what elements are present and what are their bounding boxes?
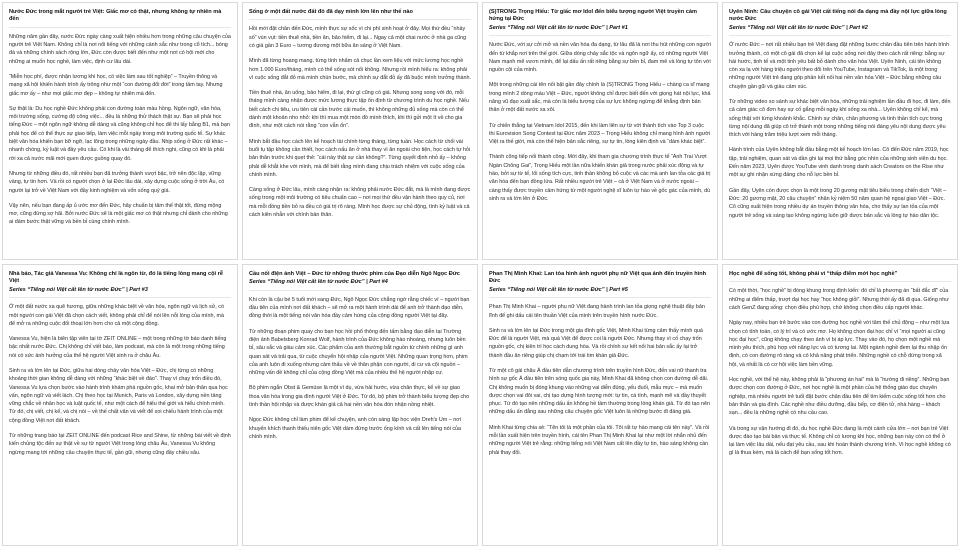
paragraph: Ở một đất nước xa quê hương, giữa những khác biệt về văn hóa, ngôn ngữ và lịch sử, có một người con gái Việt đã chọn cách viết, không phải chỉ để nói lên nỗi lòng của mình, mà để mở ra những cuộc đối thoại lớn hơn cho cả một cộng đồng.	[9, 304, 225, 327]
paragraph: Nhưng từ những điều đó, rất nhiều bạn đã trưởng thành vượt bậc, trở nên độc lập, vững vàng, tự tin hơn. Và rồi có người chọn ở lại Đức lâu dài, xây dựng cuộc sống ở trời Âu, có người lại trở về Việt Nam với đầy kinh nghiệm và vốn sống quý giá.	[9, 170, 225, 194]
paragraph: Học nghề, với thế hệ này, không phải là “phương án hai” mà là “hướng đi riêng”. Những bạn được chọn con đường ở Đức, nơi học nghề là một phần của hệ thống giáo dục chuyên nghiệp, mà nhiều người trẻ tuổi đặt bước chân đầu tiên để tìm kiếm cuộc sống tốt hơn cho bản thân và gia đình. Các nghề như điều dưỡng, đầu bếp, cơ điện tử, nhà hàng – khách sạn... đều là những nghề có nhu cầu cao.	[729, 377, 950, 417]
paragraph: Tiền thuê nhà, ăn uống, bảo hiểm, đi lại, thứ gì cũng có giá. Nhưng song song với đó, mỗi tháng mình càng nhận được mức lương thực tập ổn định từ chương trình du học nghề. Nếu biết cách chi tiêu, ưu tiên cái cần trước cái muốn, thì không những đủ sống mà còn có thể dành một khoản nho nhỏ: khi thì mua một món đồ mình thích, khi thì gửi một ít về cho gia đình, như một cách nói rằng “con vẫn ổn”.	[249, 90, 469, 130]
paragraph: Khi còn là cậu bé 5 tuổi mới sang Đức, Ngô Ngọc Đức chẳng ngờ rằng chiếc ví – người bạn đầu tiên của mình nơi đất khách – sẽ mở ra một hành trình dài để anh trở thành đạo diễn, đồng thời là một tiếng nói văn hóa đầy cảm hứng của cộng đồng người Việt tại đây.	[249, 296, 470, 320]
divider	[729, 35, 951, 36]
divider	[9, 297, 231, 298]
paragraph: Một trong những cái tên nổi bật gần đây chính là (S)TRONG Trọng Hiếu – chàng ca sĩ mang trong mình 2 dòng máu Việt – Đức, người không chỉ được biết đến với giọng hát nội lực, khả năng vũ đạo xuất sắc, mà còn là biểu tượng của sự lực không ngừng để khẳng định bản thân ở một đất nước xa xôi.	[489, 82, 711, 114]
paragraph: Ngọc Đức không chỉ làm phim để kể chuyện, anh còn sáng lập học viện Dreh's Um – nơi khuyến khích thanh thiếu niên gốc Việt dám đứng trước ống kính và cất lên tiếng nói của chính mình.	[249, 417, 462, 440]
divider	[9, 27, 231, 28]
divider	[249, 19, 471, 20]
paragraph: Hồi mới đặt chân đến Đức, mình thực sự sốc vì chi phí sinh hoạt ở đây. Mọi thứ đều “nhảy số” vùn vụt: tiền thuê nhà, tiền ăn, bảo hiểm, đi lại... Ngay cả một chai nước ở nhà ga cũng có giá gần 3 Euro – tương đương một bữa ăn sáng ở Việt Nam.	[249, 26, 467, 49]
paragraph: Mình bắt đầu học cách lên kế hoạch tài chính từng tháng, từng tuần. Học cách từ chối vài buổi tụ tập không cần thiết, học cách nấu ăn ở nhà thay vì ăn ngoài cho tiện, học cách tự hỏi bản thân trước khi quẹt thẻ: “cái này thật sự cần không?”. Từng quyết định nhỏ ấy – không phải dễ khắt khe với mình, mà để biết rằng mình đang chịu trách nhiệm với cuộc sống của chính mình.	[249, 138, 471, 178]
paragraph: Mình đã từng hoang mang, từng tính nhẩm cả chục lần xem liệu với mức lương học nghề hơn 1.000 Euro/tháng, mình có thể sống sót nổi không. Nhưng rồi mình hiểu ra: không phải vì cuộc sống đắt đỏ mà mình chùn bước, mà chính sự đắt đỏ ấy đã buộc mình trưởng thành.	[249, 58, 471, 81]
article-title: Học nghề để sống tốt, không phải vì “thấp điểm mới học nghề”	[729, 271, 898, 277]
paragraph: Nước Đức, với sự cởi mở và nền văn hóa đa dạng, từ lâu đã là nơi thu hút những con người đến từ khắp nơi trên thế giới. Giữa dòng chảy sắc tộc và ngôn ngữ ấy, có những người Việt Nam mạnh mẽ vươn mình, để lại dấu ấn rất riêng bằng sự bền bỉ, đam mê và lòng tự tôn với nguồn cội của mình.	[489, 42, 711, 74]
article-title: Cầu nối điện ảnh Việt – Đức từ những thước phim của Đạo diễn Ngô Ngọc Đức	[249, 271, 460, 277]
article-card[interactable]	[722, 264, 958, 546]
paragraph: Từ một cô gái châu Á đầu tiên dẫn chương trình trên truyền hình Đức, đến vai nữ thanh tra hình sự gốc Á đầu tiên trên sóng quốc gia này, Minh Khai đã không chọn con đường dễ dãi. Chị không muốn bị đóng khung vào những vai diễn đúng, yếu đuối, mẫu mực – mà muốn được chọn vai đôi vai, chị tạo dựng hình tượng mới: tự tin, cá tính, mạnh mẽ và đầy thuyết phục. Từ đó tạo nên những dấu ấn không hề tầm thường trong lòng khán giả. Từ đó tạo nên những dấu ấn đằng sau những câu chuyện gốc Việt luôn là những bước đi đáng giá.	[489, 368, 710, 416]
series-label: Series “Tiếng nói Việt cất lên từ nước Đức” | Part #2	[729, 24, 868, 31]
paragraph: Sự thật là: Du học nghề Đức không phải con đường toàn màu hồng. Ngôn ngữ, văn hóa, môi trường sống, cường độ công việc... đều là những thử thách thật sự. Bạn sẽ phải học tiếng Đức – một ngôn ngữ không dễ dàng và cũng không chỉ học để thi lấy bằng B1, mà bạn phải học để có thể thực sự giao tiếp, làm việc mỗi ngày trong môi trường quốc tế. Sự khác biệt văn hóa khiến bạn bỡ ngỡ, lạc lõng trong những ngày đầu. Nhịp sống ở Đức rất khác – nhanh chóng, kỷ luật và đầy yêu cầu. Có khi là vài tháng để thích nghi, cũng có khi là phải rời xa cả nước mãi mới quen được guồng quay đó.	[9, 105, 230, 162]
article-title: Sống ở một đất nước đất đỏ đã dạy mình lớn lên như thế nào	[249, 9, 413, 15]
article-card[interactable]	[242, 2, 478, 260]
paragraph: Phan Thị Minh Khai – người phụ nữ Việt đang hành trình lan tỏa giọng nghệ thuật đầy bản lĩnh để ghi dấu cái tên thuần Việt của mình trên truyền hình nước Đức.	[489, 304, 705, 319]
article-card[interactable]	[722, 2, 958, 260]
paragraph: Vậy nên, nếu bạn đang ấp ủ ước mơ đến Đức, hãy chuẩn bị tâm thế thật tốt, đừng mộng mơ, cũng đừng sợ hãi. Bởi nước Đức sẽ là một giấc mơ có thật nhưng chỉ dành cho những ai dám bước thật vững và bền bỉ cùng chính mình.	[9, 202, 228, 226]
paragraph: Ở nước Đức – nơi rất nhiều bạn trẻ Việt đang đặt những bước chân đầu tiên trên hành trình trưởng thành, có một cô gái đã chọn kể lại cuộc sống nơi đây theo cách rất riêng: bằng sự hài hước, tinh tế và một tinh yêu bất bỏ dành cho văn hóa Việt. Uyên Ninh, cái tên không còn xa lạ với hàng triệu người theo dõi trên YouTube, Instagram và TikTok, là một trong những người Việt trẻ đang góp phần kết nối hai nền văn hóa Việt – Đức bằng những câu chuyện gần gũi và giàu cảm xúc.	[729, 42, 950, 90]
paragraph: Từ chiến thắng tại Vietnam Idol 2015, đến khi làm liên sự từ với thành tích vào Top 3 cuộc thi Eurovision Song Contest tại Đức năm 2023 – Trọng Hiếu không chỉ mang hình ảnh người Việt ra thế giới, mà còn thể hiện bản sắc riêng, sự tự tin, lòng kiên định và “dám khác biệt”.	[489, 122, 711, 146]
paragraph: Có một thời, “học nghề” bị đóng khung trong định kiến: đó chỉ là phương án “bất đắc dĩ” của những ai điểm thấp, trượt đại học hay “học không giỏi”. Nhưng thời ấy đã đi qua. Giống như cách GenZ đang sống: chọn điều phù hợp, chứ không chọn điều cấp người khác.	[729, 288, 949, 311]
article-title: (S)TRONG Trọng Hiếu: Từ giấc mơ Idol đến biểu tượng người Việt truyền cảm hứng tại Đức	[489, 9, 697, 23]
article-title: Phan Thị Minh Khai: Lan tỏa hình ảnh người phụ nữ Việt qua ảnh đến truyền hình Đức	[489, 271, 707, 285]
paragraph: Vanessa Vu, hiện là biên tập viên tại tờ ZEIT ONLINE – một trong những tờ báo danh tiếng bậc nhất nước Đức. Chị không chỉ viết báo, làm podcast, mà còn là một trong những tiếng nói có sức ảnh hưởng của thế hệ người Việt sinh ra ở châu Âu.	[9, 336, 227, 359]
article-title: Nhà báo, Tác giả Vanessa Vu: Không chỉ là ngôn từ, đó là tiếng lòng mang cội rễ Việt	[9, 271, 223, 285]
article-card[interactable]	[2, 264, 238, 546]
series-label: Series “Tiếng nói Việt cất lên từ nước Đức” | Part #1	[489, 24, 628, 31]
series-label: Series “Tiếng nói Việt cất lên từ nước Đức” | Part #5	[489, 286, 628, 293]
paragraph: Sinh ra và lớn lên tại Đức, giữa hai dòng chảy văn hóa Việt – Đức, chị từng có những khoảng thời gian không dễ dàng với những “khác biệt về đáo”. Thay vì chạy trốn điều đó, Vanessa Vu lựa chọn bước vào hành trình khám phá nguồn gốc, khai mở bản thân qua học vấn, ngôn ngữ và viết lách. Chị theo học tại Munich, Paris và London, xây dựng nền tảng vững chắc về nhân học và luật quốc tế, như một cách để hiểu thế giới và hiểu chính mình. Từ đó, chị viết, chị kể, và chị nói – về thế chất văn và viết để xoi chiếu hành trình của một cộng đồng Việt nơi đất khách.	[9, 368, 228, 424]
paragraph: Từ những trang báo tại ZEIT ONLINE đến podcast Rice and Shine, từ những bài viết về định kiến chủng tộc đến sự thật về sự từ người Việt trong lòng châu Âu, Vanessa Vu không ngừng mang tới những câu chuyện thực tế, gần gũi, nhưng cũng đầy chiều sâu.	[9, 433, 231, 456]
paragraph: Ngày nay, nhiều bạn trẻ bước vào con đường học nghề với tâm thế chủ động – như một lựa chọn có tính toán, có lý trí và có ước mơ. Họ không chọn đại học chỉ vì “mọi người ai cũng học đại học”, cũng không chạy theo ảnh vì bị áp lực. Thay vào đó, họ chọn một nghề mà mình yêu thích, phù hợp với năng lực và có tương lai. Một ngành nghề đem lại thu nhập ổn định, có con đường rõ ràng và có khả năng phát triển. Những nghề có chỗ đứng trong xã hội, và nhất là có cơ hội việc làm bền vững.	[729, 320, 950, 368]
article-card[interactable]	[2, 2, 238, 260]
paragraph: Những năm gần đây, nước Đức ngày càng xuất hiện nhiều hơn trong những câu chuyện của người trẻ Việt Nam. Không chỉ là nơi nổi tiếng với những cánh sắc như trong cổ tích... bóng đá và những chính sách rộng lớn, Đức còn được biết đến như một nơi có hội mới cho những ai muốn học nghề, làm việc, định cư lâu dài.	[9, 33, 231, 65]
paragraph: “Miễn học phí, được nhận lương khi học, có việc làm sau tốt nghiệp” – Truyền thông và mạng xã hội khiến hành trình ấy trông như một “con đường đổi đời” trong tầm tay. Nhưng giấc mơ ấy – như mọi giấc mơ đẹp – không tự nhiên mà đến.	[9, 74, 223, 97]
article-title: Nước Đức trong mắt người trẻ Việt: Giấc mơ có thật, nhưng không tự nhiên mà đến	[9, 9, 222, 23]
paragraph: Bộ phim ngắn Obst & Gemüse là một ví dụ, vừa hài hước, vừa chân thực, kể về sự giao thoa văn hóa trong gia đình người Việt ở Đức. Từ đó, bộ phim trở thành biểu tượng đẹp cho tình thần hội nhập và được khán giả cả hai nền văn hóa đón nhận nồng nhiệt.	[249, 385, 470, 409]
paragraph: Hành trình của Uyên không bắt đầu bằng một kế hoạch lớn lao. Cô đến Đức năm 2019, học tập, trải nghiệm, quan sát và dần ghi lại mọi thứ bằng góc nhìn của những sinh viên du học. Đến năm 2023, Uyên được YouTube vinh danh trong danh sách Creators on the Rise như một sự ghi nhận xứng đáng cho nỗ lực bền bỉ.	[729, 147, 949, 179]
paragraph: Càng sống ở Đức lâu, mình càng nhận ra: không phải nước Đức đắt, mà là mình đang được sống trong một môi trường có tiêu chuẩn cao – nơi mọi thứ đều vận hành theo quy củ, nơi mà mỗi đồng tiền bỏ ra đều có giá trị rõ ràng. Mình học được sự chủ động, tính kỷ luật và cả cách kiên nhẫn với chính bản thân.	[249, 187, 471, 219]
paragraph: Thành công tiếp nối thành công. Mới đây, khi tham gia chương trình thực tế “Anh Trai Vượt Ngàn Chông Gai”, Trọng Hiếu một lần nữa khiến khán giả trong nước phải xúc động và tự hào, bởi sự từ tế, lối sống tích cực, tinh thần không bỏ cuộc và các mà anh lan tỏa các giá trị văn hóa đến bạn đồng lứa. Rất nhiều người trẻ Việt – cả ở Việt Nam và ở nước ngoài – càng thấy được truyền cảm hứng từ một người nghệ sĩ luôn tự hào về gốc gác của mình, dù sinh ra và lớn lên ở Đức.	[489, 154, 711, 202]
paragraph: Minh Khai từng chia sẻ: “Tên tôi là một phần của tôi. Tôi rất tự hào mang cái tên này”. Và rồi mỗi lần xuất hiện trên truyền hình, cái tên Phan Thị Minh Khai lại như một lời nhắn nhủ đến những người Việt trẻ rằng: những tiếng nói Việt Nam cất lên đầy tự tin, hào sáng không cần phải thay đổi.	[489, 424, 710, 456]
series-label: Series “Tiếng nói Việt cất lên từ nước Đức” | Part #4	[249, 279, 388, 286]
paragraph: Từ những đoạn phim quay cho bạn học hồi phổ thông đến tấm bằng đạo diễn tại Trường điện ảnh Babelsberg Konrad Wolf, hành trình của Đức không hào nhoáng, nhưng luôn bền bỉ, sâu sắc và giàu cảm xúc. Các phẩm của anh thường bắt nguồn từ chính những gì anh quan sát và trải qua, từ cuộc chuyển hội nhập của người Việt. Những quan trọng hơn, phim của anh luôn đi xuống nhưng cảm thấu về về thân phận con người, di cư và cội nguồn – những vấn đề không chỉ của cộng đồng Việt mà của nhiều thế hệ người nhập cư.	[249, 328, 468, 377]
article-card[interactable]	[482, 264, 718, 546]
article-card[interactable]	[482, 2, 718, 260]
divider	[489, 297, 711, 298]
paragraph: Gần đây, Uyên còn được chọn là một trong 20 gương mặt tiêu biểu trong chiến dịch “Việt – Đức: 20 gương mặt, 20 câu chuyện” nhân kỷ niệm 50 năm quan hệ ngoại giao Việt – Đức. Cô cũng xuất hiện trong nhiều dự án truyền thông văn hóa, cho thấy sự lan tỏa của một người trẻ sống và sáng tạo không ngừng luôn giữ được bản sắc và lòng tự hào dân tộc.	[729, 187, 947, 219]
paragraph: Và trong sự vận hướng đi đó, du học nghề Đức đang là một cánh cửa lớn – nơi bạn trẻ Việt được đào tạo bài bản và thực tế. Không chỉ có lương khi học, những bạn này còn có thể ở lại làm việc lâu dài, nếu đạt yêu cầu, sau khi hoàn thành chương trình. Vì học nghề không có gì là thua kém, mà là cách để bạn sống tốt hơn.	[729, 425, 951, 457]
article-title: Uyên Ninh: Câu chuyện cô gái Việt cất tiếng nói đa dạng mà đầy nội lực giữa lòng nước Đức	[729, 9, 947, 23]
paragraph: Từ những video so sánh sự khác biệt văn hóa, những trải nghiệm lần đầu đi học, đi làm, đến cả cảm giác cô đơn hay sự cố gắng mỗi ngày khi sống xa nhà... Uyên không chỉ kể, mà sống thật với từng khoảnh khắc. Chính sự chân, chân phương và tinh thần tích cực trong từng nội dung đã giúp cô trở thành một trong những tiếng nói đáng yêu nội dung được yêu thích với hàng trăm triệu lượt xem mỗi tháng.	[729, 99, 951, 139]
series-label: Series “Tiếng nói Việt cất lên từ nước Đức” | Part #3	[9, 286, 148, 293]
divider	[489, 35, 711, 36]
divider	[249, 290, 471, 291]
divider	[729, 281, 951, 282]
paragraph: Sinh ra và lớn lên tại Đức trong một gia đình gốc Việt, Minh Khai từng cảm thấy mình quá Đức để là người Việt, mà quá Việt để được coi là người Đức. Nhưng thay vì cố chạy trốn nguồn gốc, chị kiên trì học cách dung hòa. Và rồi chính sự kết nối hai bản sắc ấy lại trở thành đầu ăn riêng giúp chị chạm tới trái tim khán giả Đức.	[489, 327, 703, 359]
article-card[interactable]	[242, 264, 478, 546]
